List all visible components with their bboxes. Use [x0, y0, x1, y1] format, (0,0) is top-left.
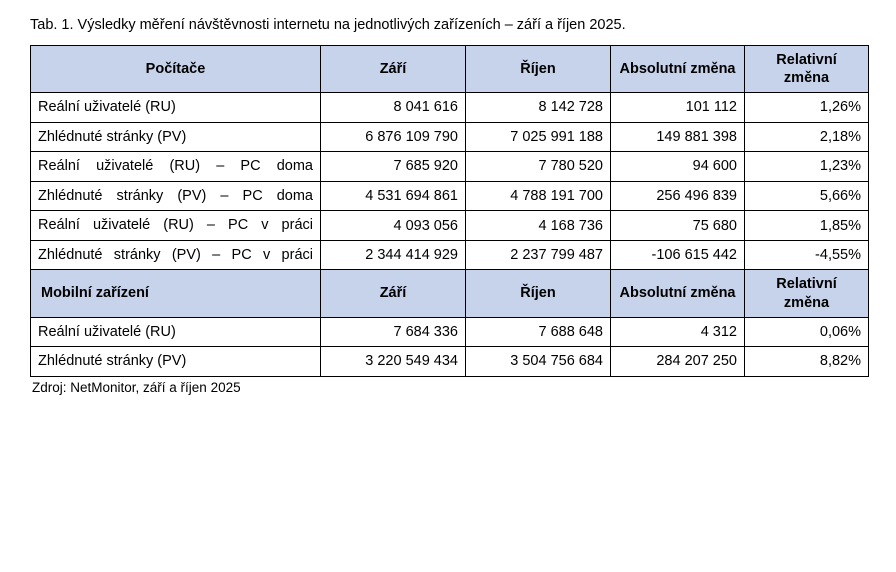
table-cell-value: 1,26% — [745, 93, 869, 123]
table-cell-value: 5,66% — [745, 181, 869, 211]
table-cell-value: -4,55% — [745, 240, 869, 270]
table-cell-value: 8 041 616 — [321, 93, 466, 123]
table-row — [31, 317, 869, 347]
table-cell-value: 0,06% — [745, 317, 869, 347]
table-cell-value: 7 688 648 — [466, 317, 611, 347]
column-header: Říjen — [466, 270, 611, 317]
table-cell-value: 75 680 — [611, 211, 745, 241]
table-cell-value: 256 496 839 — [611, 181, 745, 211]
table-caption: Tab. 1. Výsledky měření návštěvnosti internetu na jednotlivých zařízeních – září a říjen 2025. — [30, 17, 626, 33]
table-cell-value: 284 207 250 — [611, 347, 745, 377]
table-row — [31, 181, 869, 211]
table-row — [31, 240, 869, 270]
table-row — [31, 347, 869, 377]
table-cell-value: 8,82% — [745, 347, 869, 377]
row-label: Reální uživatelé (RU) — [31, 317, 321, 347]
table-cell-value: -106 615 442 — [611, 240, 745, 270]
table-cell-value: 4 312 — [611, 317, 745, 347]
table-cell-value: 101 112 — [611, 93, 745, 123]
table-row — [31, 122, 869, 152]
table-cell-value: 4 788 191 700 — [466, 181, 611, 211]
table-cell-value: 4 093 056 — [321, 211, 466, 241]
table-cell-value: 2 237 799 487 — [466, 240, 611, 270]
table-cell-value: 7 685 920 — [321, 152, 466, 182]
table-row — [31, 152, 869, 182]
row-label: Reální uživatelé (RU) — [31, 93, 321, 123]
column-header: Relativní změna — [745, 45, 869, 92]
table-header-row — [31, 270, 869, 317]
column-header: Září — [321, 270, 466, 317]
table-cell-value: 149 881 398 — [611, 122, 745, 152]
table-row — [31, 211, 869, 241]
row-label: Reální uživatelé (RU) – PC v práci — [31, 211, 321, 241]
table-cell-value: 7 025 991 188 — [466, 122, 611, 152]
row-label: Zhlédnuté stránky (PV) — [31, 122, 321, 152]
column-header: Absolutní změna — [611, 45, 745, 92]
table-cell-value: 7 780 520 — [466, 152, 611, 182]
table-header-row — [31, 45, 869, 92]
row-label: Reální uživatelé (RU) – PC doma — [31, 152, 321, 182]
table-cell-value: 3 504 756 684 — [466, 347, 611, 377]
table-cell-value: 7 684 336 — [321, 317, 466, 347]
table-cell-value: 8 142 728 — [466, 93, 611, 123]
table-cell-value: 4 531 694 861 — [321, 181, 466, 211]
section-header-label: Mobilní zařízení — [31, 270, 321, 317]
column-header: Absolutní změna — [611, 270, 745, 317]
table-cell-value: 6 876 109 790 — [321, 122, 466, 152]
table-cell-value: 94 600 — [611, 152, 745, 182]
column-header: Září — [321, 45, 466, 92]
row-label: Zhlédnuté stránky (PV) – PC doma — [31, 181, 321, 211]
table-cell-value: 3 220 549 434 — [321, 347, 466, 377]
column-header: Říjen — [466, 45, 611, 92]
row-label: Zhlédnuté stránky (PV) — [31, 347, 321, 377]
table-cell-value: 2,18% — [745, 122, 869, 152]
table-row — [31, 93, 869, 123]
table-cell-value: 4 168 736 — [466, 211, 611, 241]
table-source: Zdroj: NetMonitor, září a říjen 2025 — [32, 379, 241, 395]
table-body — [31, 45, 869, 376]
table-cell-value: 1,23% — [745, 152, 869, 182]
row-label: Zhlédnuté stránky (PV) – PC v práci — [31, 240, 321, 270]
section-header-label: Počítače — [31, 45, 321, 92]
table-cell-value: 1,85% — [745, 211, 869, 241]
table-cell-value: 2 344 414 929 — [321, 240, 466, 270]
internet-traffic-table — [30, 45, 869, 377]
column-header: Relativní změna — [745, 270, 869, 317]
